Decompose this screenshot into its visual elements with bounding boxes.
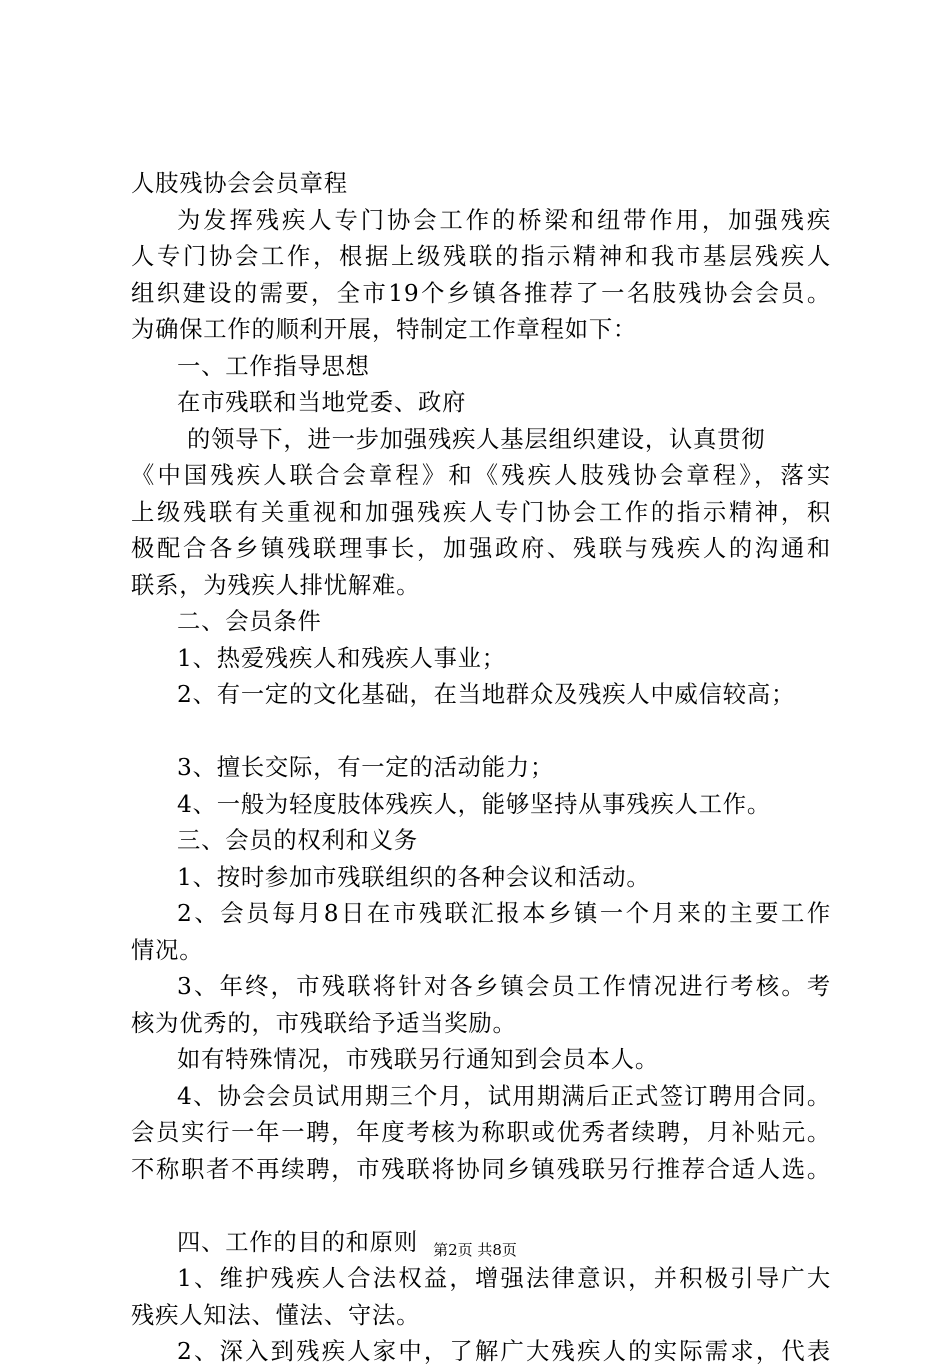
section-heading: 二、会员条件 xyxy=(177,608,322,635)
paragraph-line: 为确保工作的顺利开展，特制定工作章程如下： xyxy=(131,316,638,343)
paragraph-line: 残疾人知法、懂法、守法。 xyxy=(131,1301,421,1329)
list-item: 3、擅长交际，有一定的活动能力； xyxy=(177,754,555,781)
paragraph-line: 为发挥残疾人专门协会工作的桥梁和纽带作用，加强残疾 xyxy=(177,206,831,234)
paragraph-line: 联系，为残疾人排忧解难。 xyxy=(131,571,421,599)
paragraph-line: 情况。 xyxy=(131,936,204,964)
document-body xyxy=(131,166,831,1371)
list-item: 2、会员每月8日在市残联汇报本乡镇一个月来的主要工作 xyxy=(177,900,831,927)
list-item: 1、热爱残疾人和残疾人事业； xyxy=(177,644,506,672)
paragraph-line: 人专门协会工作，根据上级残联的指示精神和我市基层残疾人 xyxy=(131,243,831,270)
section-heading: 四、工作的目的和原则 xyxy=(177,1228,418,1256)
paragraph-line: 不称职者不再续聘，市残联将协同乡镇残联另行推荐合适人选。 xyxy=(131,1155,831,1183)
paragraph-line: 上级残联有关重视和加强残疾人专门协会工作的指示精神，积 xyxy=(131,498,831,526)
list-item: 4、一般为轻度肢体残疾人，能够坚持从事残疾人工作。 xyxy=(177,790,771,818)
blank-line xyxy=(131,714,831,751)
paragraph-line: 会员实行一年一聘，年度考核为称职或优秀者续聘，月补贴元。 xyxy=(131,1119,831,1146)
paragraph-line: 组织建设的需要，全市19个乡镇各推荐了一名肢残协会会员。 xyxy=(131,279,831,307)
paragraph-line: 的领导下，进一步加强残疾人基层组织建设，认真贯彻 xyxy=(187,425,766,453)
document-title: 人肢残协会会员章程 xyxy=(131,170,348,197)
list-item: 1、维护残疾人合法权益，增强法律意识，并积极引导广大 xyxy=(177,1265,831,1292)
paragraph-line: 如有特殊情况，市残联另行通知到会员本人。 xyxy=(177,1046,659,1073)
section-heading: 三、会员的权利和义务 xyxy=(177,827,418,854)
list-item: 3、年终，市残联将针对各乡镇会员工作情况进行考核。考 xyxy=(177,973,831,1000)
paragraph-line: 《中国残疾人联合会章程》和《残疾人肢残协会章程》，落实 xyxy=(131,462,831,489)
page-number-footer: 第2页 共8页 xyxy=(433,1241,517,1259)
section-heading: 一、工作指导思想 xyxy=(177,352,370,380)
paragraph-line: 核为优秀的，市残联给予适当奖励。 xyxy=(131,1009,517,1037)
paragraph-line: 在市残联和当地党委、政府 xyxy=(177,389,467,416)
list-item: 2、有一定的文化基础，在当地群众及残疾人中威信较高； xyxy=(177,681,796,708)
list-item: 4、协会会员试用期三个月，试用期满后正式签订聘用合同。 xyxy=(177,1082,831,1110)
list-item: 2、深入到残疾人家中，了解广大残疾人的实际需求，代表 xyxy=(177,1338,831,1365)
paragraph-line: 极配合各乡镇残联理事长，加强政府、残联与残疾人的沟通和 xyxy=(131,535,831,562)
blank-line xyxy=(131,1188,831,1225)
list-item: 1、按时参加市残联组织的各种会议和活动。 xyxy=(177,863,651,891)
